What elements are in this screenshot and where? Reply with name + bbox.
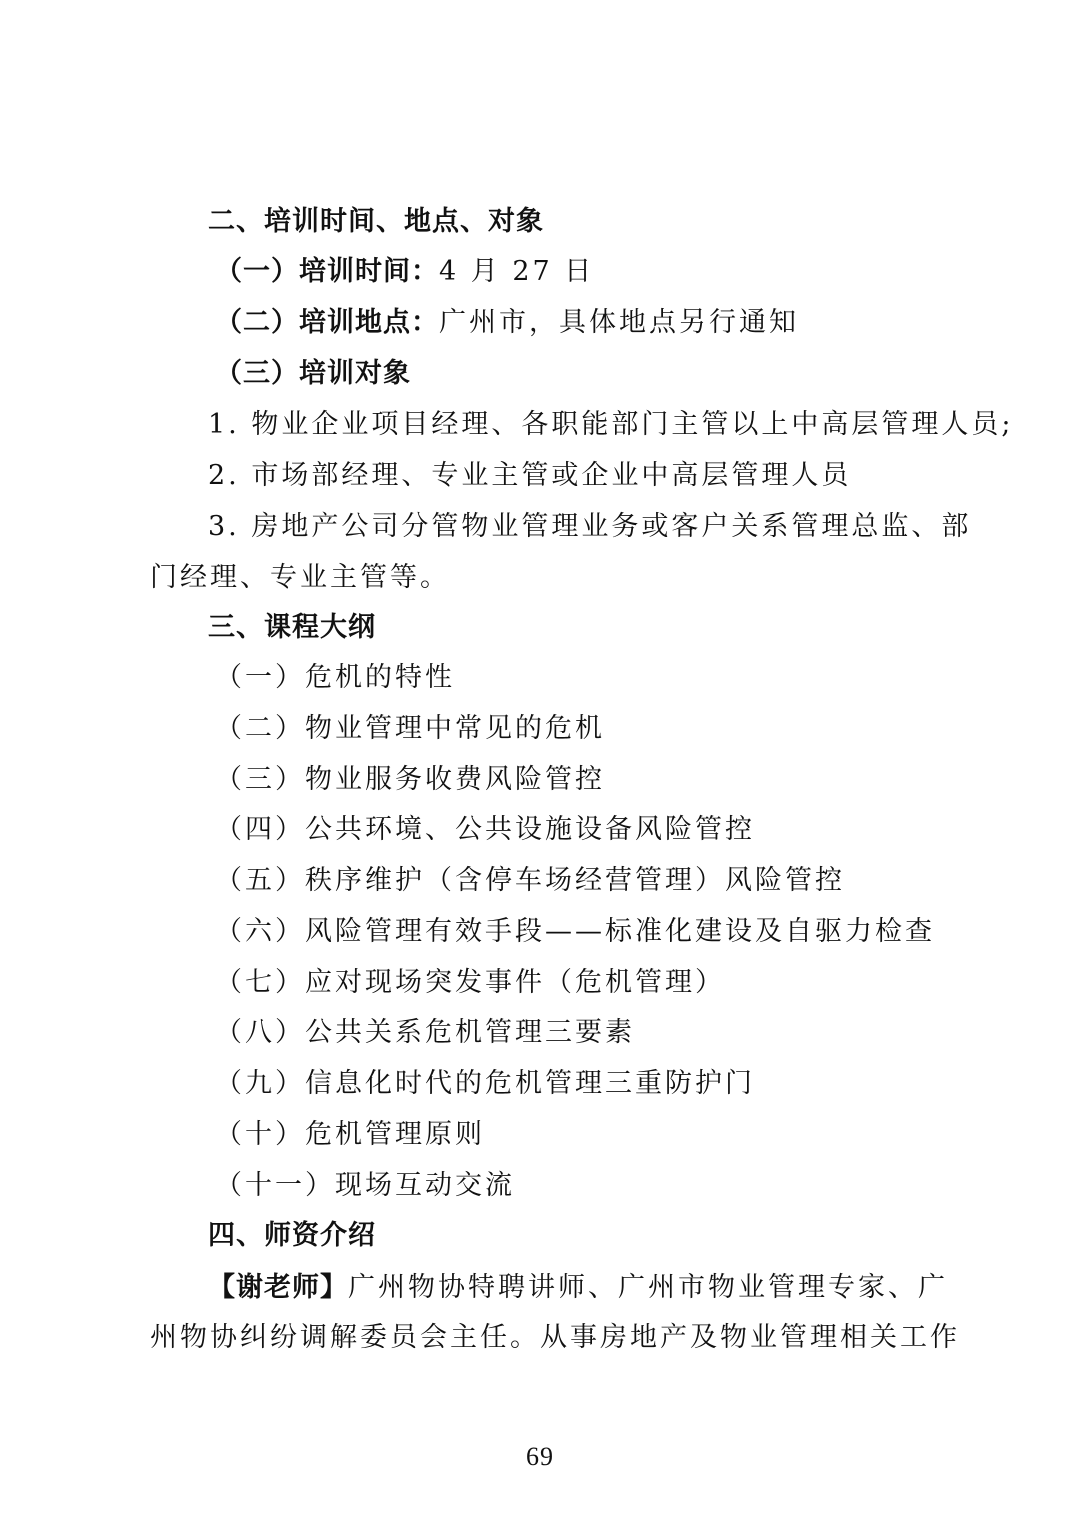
training-time	[215, 254, 594, 290]
syllabus-item: （二）物业管理中常见的危机	[215, 713, 605, 744]
syllabus-item: （八）公共关系危机管理三要素	[215, 1017, 635, 1048]
syllabus-item: （七）应对现场突发事件（危机管理）	[215, 967, 725, 998]
training-target-label: （三）培训对象	[215, 358, 411, 389]
training-place-label: （二）培训地点：	[215, 307, 439, 338]
teacher-intro-continued: 州物协纠纷调解委员会主任。从事房地产及物业管理相关工作	[150, 1322, 960, 1353]
training-place-value: 广州市，具体地点另行通知	[439, 307, 799, 338]
syllabus-item: （六）风险管理有效手段——标准化建设及自驱力检查	[215, 916, 935, 947]
syllabus-item: （三）物业服务收费风险管控	[215, 764, 605, 795]
teacher-name: 【谢老师】	[208, 1272, 348, 1303]
syllabus-item: （四）公共环境、公共设施设备风险管控	[215, 814, 755, 845]
teacher-intro	[208, 1270, 948, 1306]
section-3-heading: 三、课程大纲	[208, 612, 376, 643]
target-item-continued: 门经理、专业主管等。	[150, 562, 450, 593]
training-time-value: 4 月 27 日	[439, 256, 595, 287]
syllabus-item: （十一）现场互动交流	[215, 1170, 515, 1201]
target-item: 1. 物业企业项目经理、各职能部门主管以上中高层管理人员;	[208, 409, 1014, 440]
syllabus-item: （九）信息化时代的危机管理三重防护门	[215, 1068, 755, 1099]
syllabus-item: （一）危机的特性	[215, 662, 455, 693]
section-4-heading: 四、师资介绍	[208, 1220, 376, 1251]
training-place	[215, 305, 799, 341]
training-time-label: （一）培训时间：	[215, 256, 439, 287]
syllabus-item: （五）秩序维护（含停车场经营管理）风险管控	[215, 865, 845, 896]
page-number: 69	[526, 1442, 554, 1471]
syllabus-item: （十）危机管理原则	[215, 1119, 485, 1150]
teacher-intro-text: 广州物协特聘讲师、广州市物业管理专家、广	[348, 1272, 948, 1303]
section-2-heading: 二、培训时间、地点、对象	[208, 206, 544, 237]
target-item: 2. 市场部经理、专业主管或企业中高层管理人员	[208, 460, 852, 491]
target-item: 3. 房地产公司分管物业管理业务或客户关系管理总监、部	[208, 511, 972, 542]
